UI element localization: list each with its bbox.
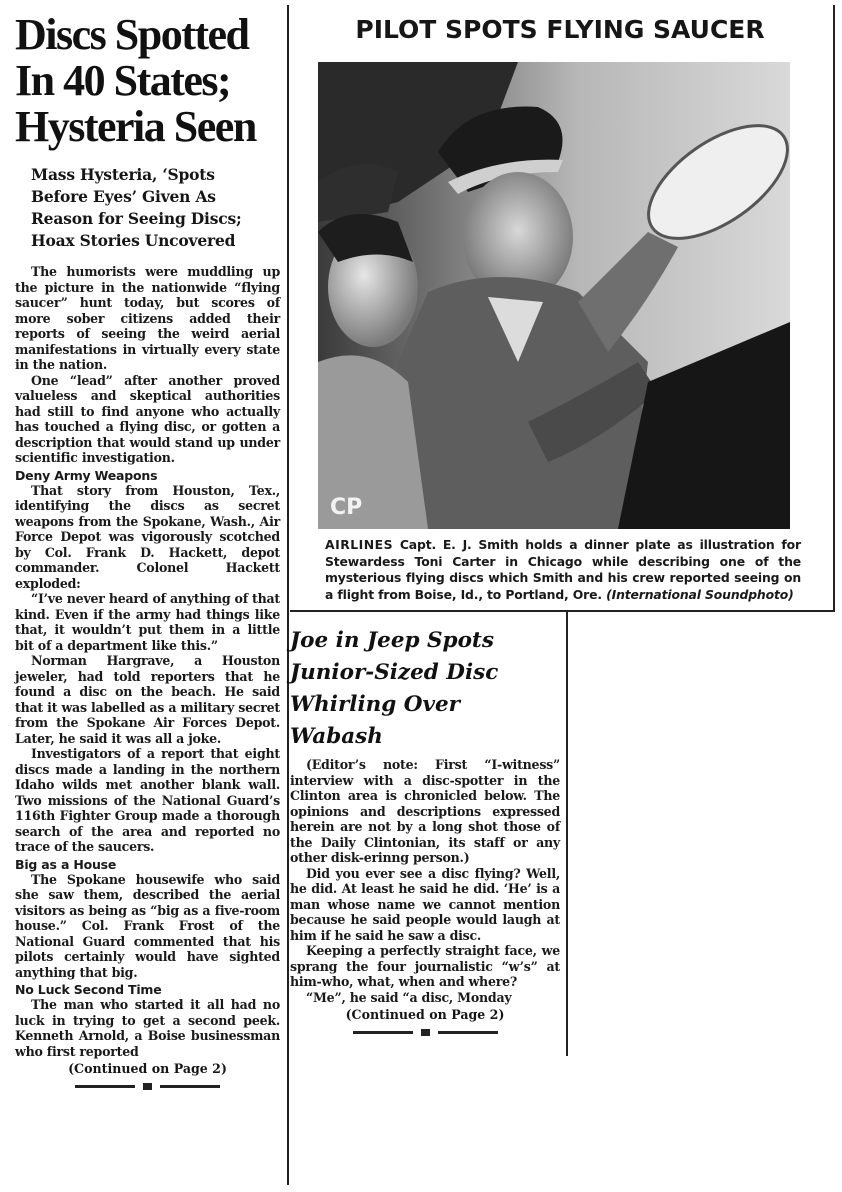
paragraph: Norman Hargrave, a Houston jeweler, had told reporters that he found a disc on the beach. He said that it was labelled as a military secret from the Spokane Air Forces Depot. Later, he said it was all a joke. [15,653,280,746]
end-mark [15,1083,280,1090]
paragraph: “Me”, he said “a disc, Monday [306,989,512,1005]
subhead-big-as-a-house: Big as a House [15,856,117,872]
paragraph: Keeping a perfectly straight face, we sprang the four journalistic “w’s” at him-who, what, when and where? [290,943,560,989]
paragraph: “I’ve never heard of anything of that kind. Even if the army had things like that, it wouldn’t put them in a little bit of a department like this.” [15,591,280,653]
photo-image [318,62,790,529]
joe-headline-line: Whirling Over Wabash [290,692,460,749]
subheadline-line: Before Eyes’ Given As [31,187,216,206]
photo-bottom-rule [290,610,835,612]
paragraph: The humorists were muddling up the picture in the nationwide “flying saucer” hunt today, but scores of more sober citizens added their reports of seeing the weird aerial manifestations in virtually every state in the nation. [15,264,280,372]
right-edge-rule [833,5,835,610]
end-mark-icon [143,1083,152,1090]
joe-article-body [290,757,560,1005]
joe-headline [290,625,560,753]
joe-headline-line: Junior-Sized Disc [290,660,499,685]
joe-column-rule [566,612,568,1056]
main-headline [15,12,280,150]
left-column-rule [287,5,289,1185]
left-article [15,12,280,1090]
headline-line: In 40 States; [15,56,231,105]
caption-lead: AIRLINES [325,537,394,552]
paragraph: The Spokane housewife who said she saw them, described the aerial visitors as being as “big as a five-room house.” Col. Frank Frost of the National Guard commented that his pilots certainly would have sighted anything that big. [15,871,280,980]
paragraph: One “lead” after another proved valueless and skeptical authorities had still to find anyone who actually has touched a flying disc, or gotten a description that would stand up under scientific investigation. [15,372,280,465]
paragraph: The man who started it all had no luck in trying to get a second peek. Kenneth Arnold, a Boise businessman who first reported [15,997,280,1059]
joe-headline-line: Joe in Jeep Spots [290,628,494,653]
paragraph: Did you ever see a disc flying? Well, he did. At least he said he did. ‘He’ is a man whose name we cannot mention because he said people would laugh at him if he said he saw a disc. [290,865,560,943]
subhead-deny-army-weapons: Deny Army Weapons [15,467,158,483]
continued-note: (Continued on Page 2) [68,1061,227,1076]
photo-caption [325,537,801,603]
paragraph: Investigators of a report that eight discs made a landing in the northern Idaho wilds met another blank wall. Two missions of the National Guard’s 116th Fighter Group made a thorough search of the area and reported no trace of the saucers. [15,746,280,854]
caption-credit: (International Soundphoto) [606,586,794,602]
subheadline-line: Hoax Stories Uncovered [31,231,236,250]
headline-line: Hysteria Seen [15,102,256,151]
news-photo [318,62,790,529]
left-article-body [15,264,280,1059]
end-mark [290,1029,560,1036]
caption-body: Capt. E. J. Smith holds a dinner plate as illustration for Stewardess Toni Carter in Chicago while describing one of the mysterious flying discs which Smith and his crew reported seeing on a flight from Boise, Id., to Portland, Ore. [325,537,801,602]
continued-note: (Continued on Page 2) [345,1007,505,1022]
subheadline-line: Reason for Seeing Discs; [31,209,242,228]
photo-headline: PILOT SPOTS FLYING SAUCER [355,15,765,44]
subheadline-line: Mass Hysteria, ‘Spots [31,165,215,184]
paragraph: That story from Houston, Tex., identifying the discs as secret weapons from the Spokane, Wash., Air Force Depot was vigorously scotched by Col. Frank D. Hackett, depot commander. Colonel Hackett exploded: [15,482,280,591]
joe-article [290,625,560,1036]
headline-line: Discs Spotted [15,10,249,59]
paragraph: (Editor’s note: First “I-witness” interview with a disc-spotter in the Clinton area is chronicled below. The opinions and descriptions expressed herein are not by a long shot those of the Daily Clintonian, its staff or any other disk-erinng person.) [290,757,560,865]
end-mark-icon [421,1029,430,1036]
sub-headline [31,164,271,252]
photo-mark: CP [330,495,363,520]
subhead-no-luck-second-time: No Luck Second Time [15,982,162,997]
